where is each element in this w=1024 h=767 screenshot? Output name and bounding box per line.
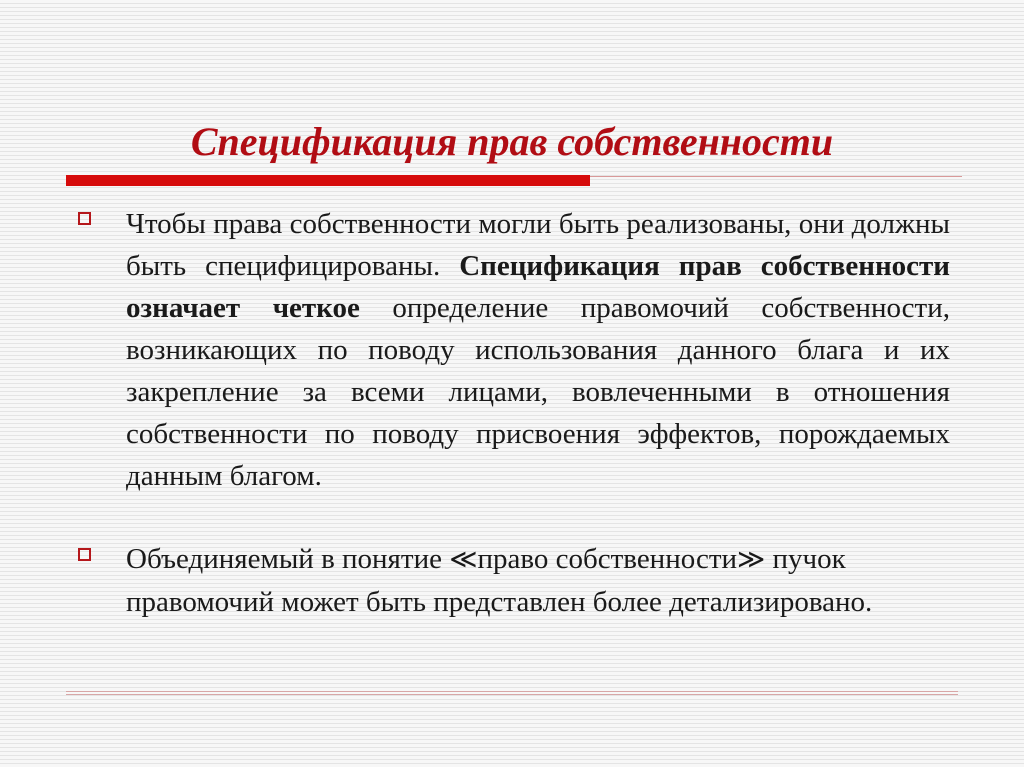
close-quote-mark: ≫ [737,544,766,575]
bullet-1-text-start: Чтобы права собственности могли быть реализованы, они должны быть специфицированы. [126,208,950,282]
bullet-2-text-start: Объединяемый в понятие [126,543,450,575]
bullet-2-quoted-term: право собственности [477,543,738,575]
bullet-text-2 [126,538,950,623]
bullet-1-bold-definition: Спецификация прав собственности означает четкое [126,250,950,324]
hollow-square-icon [78,548,91,561]
bullet-2-text-end: пучок правомочий может быть представлен более детализировано. [126,543,873,618]
hollow-square-icon [78,212,91,225]
title-divider-line [590,176,962,177]
title-accent-bar [66,175,590,186]
open-quote-mark: ≪ [449,544,478,575]
bullet-text-1 [126,203,950,497]
bullet-1-text-end: определение правомочий собственности, возникающих по поводу использования данного блага и их закрепление за всеми лицами, вовлеченными в отношения собственности по поводу присвоения эффектов, порождаемых данным благом. [126,292,950,492]
bottom-divider-line [66,691,958,695]
slide-title: Спецификация прав собственности [190,119,834,164]
